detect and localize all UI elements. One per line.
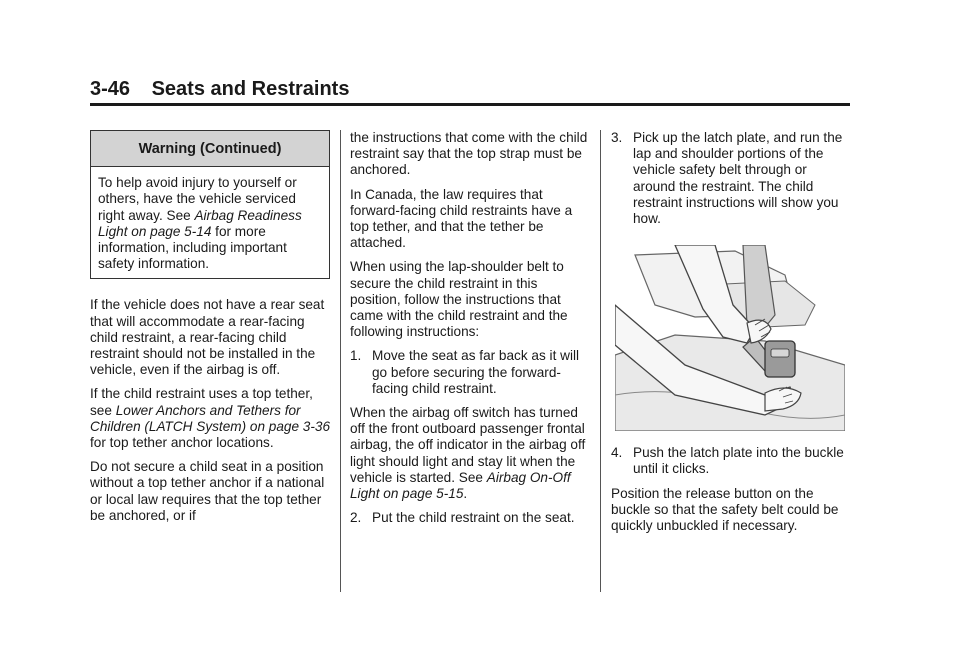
paragraph: If the vehicle does not have a rear seat that will accommodate a rear-facing child restraint, a rear-facing child restraint should not be installed in the vehicle, even if the airbag is off. [90, 297, 325, 378]
column-divider [600, 130, 601, 592]
column-2 [350, 130, 588, 534]
step-text: Move the seat as far back as it will go before securing the forward-facing child restraint. [372, 348, 580, 396]
step-number: 4. [611, 445, 623, 461]
warning-text-post: for more information, including important safety information. [98, 223, 287, 272]
column-1 [90, 130, 330, 532]
section-title: Seats and Restraints [151, 78, 350, 100]
step-1 [350, 348, 588, 397]
header-rule [90, 103, 850, 106]
paragraph [90, 386, 330, 451]
paragraph: In Canada, the law requires that forward-facing child restraints have a top tether, and that the tether be attached. [350, 186, 573, 251]
step-text: Pick up the latch plate, and run the lap and shoulder portions of the vehicle safety belt through or around the restraint. The child restraint instructions will show you how. [633, 130, 843, 227]
step-number: 3. [611, 130, 623, 145]
step-4-note: Position the release button on the buckle so that the safety belt could be quickly unbuckled if necessary. [611, 485, 839, 534]
column-divider [340, 130, 341, 592]
warning-cross-reference: Airbag Readiness Light on page 5-14 [98, 207, 302, 239]
note-text-pre: When the airbag off switch has turned off the front outboard passenger frontal airbag, the off indicator in the airbag off light should light and stay lit when the vehicle is started. See [350, 405, 586, 485]
step-4 [611, 445, 851, 477]
seat-belt-latch-illustration [615, 245, 845, 431]
column-3 [611, 130, 851, 542]
cross-reference: Airbag On-Off Light on page 5-15 [350, 469, 571, 502]
paragraph-text-post: for top tether anchor locations. [90, 435, 274, 451]
cross-reference: Lower Anchors and Tethers for Children (LATCH System) on page 3-36 [90, 402, 331, 434]
warning-box [90, 130, 330, 279]
paragraph: When using the lap-shoulder belt to secure the child restraint in this position, follow the instructions that came with the child restraint and the following instructions: [350, 259, 568, 340]
page-number: 3-46 [90, 78, 131, 100]
step-3 [611, 130, 851, 227]
paragraph: the instructions that come with the child restraint say that the top strap must be anchored. [350, 130, 588, 178]
warning-text [98, 175, 322, 272]
step-text: Push the latch plate into the buckle until it clicks. [633, 445, 844, 477]
step-text: Put the child restraint on the seat. [372, 510, 575, 526]
step-2 [350, 510, 588, 526]
note-text-post: . [463, 486, 468, 502]
step-number: 2. [350, 510, 362, 526]
step-1-note [350, 405, 588, 502]
paragraph-text-pre: If the child restraint uses a top tether, see [90, 386, 313, 418]
page-header [90, 78, 349, 101]
illustration-drawing [615, 245, 845, 431]
step-number: 1. [350, 348, 362, 364]
warning-text-pre: To help avoid injury to yourself or others, have the vehicle serviced right away. See [98, 175, 297, 223]
warning-body [91, 167, 329, 278]
paragraph: Do not secure a child seat in a position without a top tether anchor if a national or local law requires that the top tether be anchored, or if [90, 459, 325, 523]
warning-title: Warning (Continued) [91, 131, 329, 167]
